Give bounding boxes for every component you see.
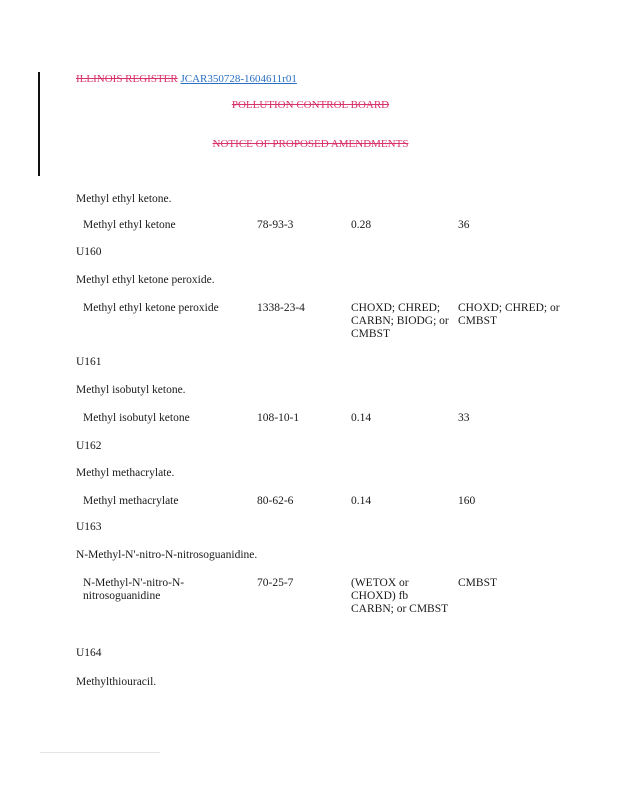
nonwastewater-cell: 160: [458, 495, 476, 507]
waste-name: Methyl methacrylate.: [76, 467, 175, 479]
waste-code: U161: [76, 356, 102, 368]
waste-name: Methyl isobutyl ketone.: [76, 384, 186, 396]
nonwastewater-cell: 33: [458, 412, 470, 424]
scan-artifact: [40, 752, 160, 753]
waste-name: N-Methyl-N'-nitro-N-nitrosoguanidine.: [76, 549, 258, 561]
constituent-cell: Methyl ethyl ketone: [83, 219, 176, 231]
constituent-cell: N-Methyl-N'-nitro-N-nitrosoguanidine: [83, 577, 185, 602]
nonwastewater-cell: CHOXD; CHRED; or CMBST: [458, 302, 560, 327]
cas-cell: 108-10-1: [257, 412, 300, 424]
nonwastewater-cell: CMBST: [458, 577, 497, 589]
agency-header: POLLUTION CONTROL BOARD: [231, 99, 390, 111]
notice-header: NOTICE OF PROPOSED AMENDMENTS: [212, 138, 409, 150]
cas-cell: 78-93-3: [257, 219, 294, 231]
constituent-cell: Methyl isobutyl ketone: [83, 412, 190, 424]
register-header: [76, 73, 297, 85]
wastewater-cell: 0.14: [351, 495, 372, 507]
cas-cell: 1338-23-4: [257, 302, 305, 314]
wastewater-cell: CHOXD; CHRED; CARBN; BIODG; or CMBST: [351, 302, 449, 340]
waste-code: U163: [76, 521, 102, 533]
cas-cell: 70-25-7: [257, 577, 294, 589]
wastewater-cell: (WETOX or CHOXD) fb CARBN; or CMBST: [351, 577, 449, 615]
wastewater-cell: 0.14: [351, 412, 372, 424]
nonwastewater-cell: 36: [458, 219, 470, 231]
waste-code: U162: [76, 440, 102, 452]
register-inserted-text: JCAR350728-1604611r01: [180, 73, 297, 85]
waste-name: Methyl ethyl ketone.: [76, 193, 172, 205]
waste-name: Methylthiouracil.: [76, 676, 157, 688]
wastewater-cell: 0.28: [351, 219, 372, 231]
constituent-cell: Methyl methacrylate: [83, 495, 179, 507]
cas-cell: 80-62-6: [257, 495, 294, 507]
waste-code: U164: [76, 647, 102, 659]
waste-name: Methyl ethyl ketone peroxide.: [76, 274, 215, 286]
register-struck-text: ILLINOIS REGISTER: [76, 73, 178, 85]
constituent-cell: Methyl ethyl ketone peroxide: [83, 302, 219, 314]
waste-code: U160: [76, 246, 102, 258]
revision-bar: [38, 72, 40, 176]
